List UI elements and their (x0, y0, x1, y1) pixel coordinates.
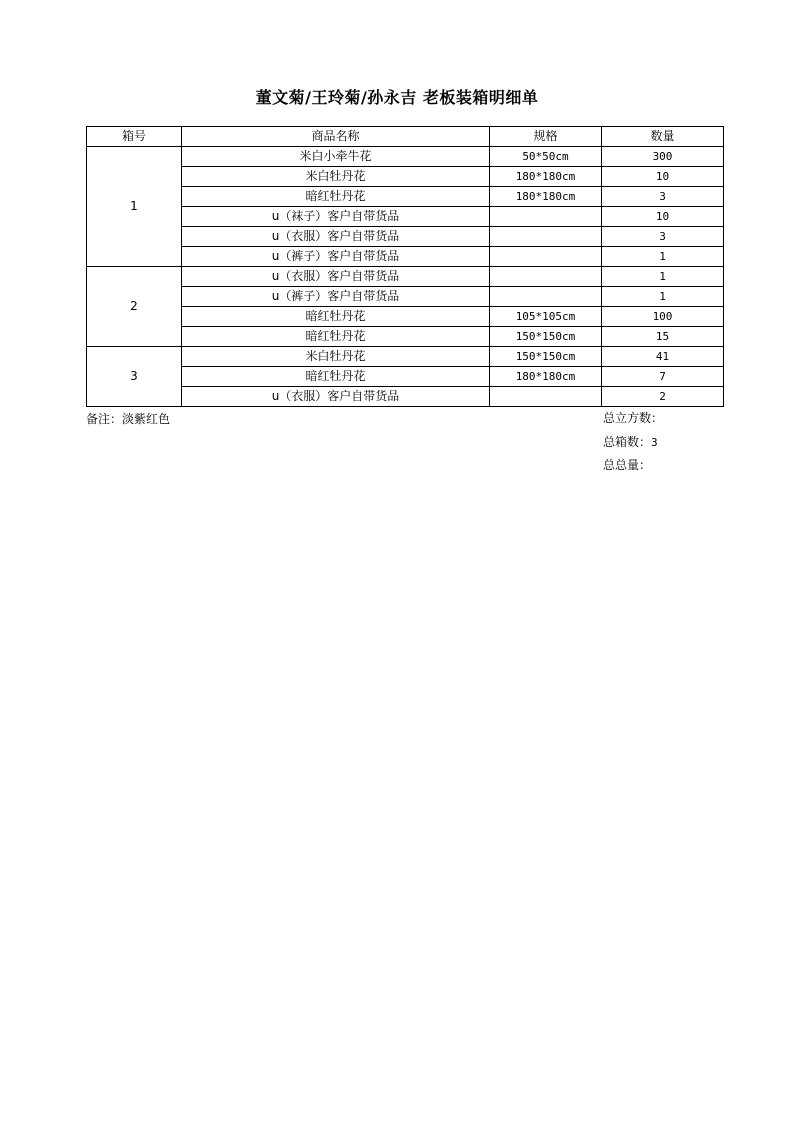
table-row (87, 207, 724, 227)
item-name-cell: u（衣服）客户自带货品 (182, 387, 490, 407)
item-qty-cell: 3 (602, 227, 724, 247)
item-spec-cell (490, 247, 602, 267)
item-spec-cell: 50*50cm (490, 147, 602, 167)
table-row (87, 367, 724, 387)
item-spec-cell: 105*105cm (490, 307, 602, 327)
item-qty-cell: 10 (602, 167, 724, 187)
item-name-cell: 暗红牡丹花 (182, 327, 490, 347)
item-name-cell: 暗红牡丹花 (182, 367, 490, 387)
table-row (87, 267, 724, 287)
box-number-cell: 3 (87, 347, 182, 407)
item-name-cell: 暗红牡丹花 (182, 187, 490, 207)
table-row (87, 167, 724, 187)
total-volume-label: 总立方数： (603, 411, 664, 425)
item-qty-cell: 7 (602, 367, 724, 387)
item-spec-cell (490, 227, 602, 247)
item-qty-cell: 3 (602, 187, 724, 207)
item-name-cell: u（衣服）客户自带货品 (182, 227, 490, 247)
column-header-spec: 规格 (490, 127, 602, 147)
item-name-cell: 米白牡丹花 (182, 167, 490, 187)
item-qty-cell: 2 (602, 387, 724, 407)
item-name-cell: u（衣服）客户自带货品 (182, 267, 490, 287)
table-row (87, 307, 724, 327)
item-qty-cell: 15 (602, 327, 724, 347)
item-spec-cell (490, 287, 602, 307)
item-spec-cell: 150*150cm (490, 327, 602, 347)
item-name-cell: u（裤子）客户自带货品 (182, 287, 490, 307)
item-spec-cell: 150*150cm (490, 347, 602, 367)
column-header-qty: 数量 (602, 127, 724, 147)
item-spec-cell (490, 387, 602, 407)
total-amount-line (603, 457, 651, 474)
total-boxes-value: 3 (651, 436, 658, 449)
item-qty-cell: 100 (602, 307, 724, 327)
item-qty-cell: 1 (602, 287, 724, 307)
total-boxes-label: 总箱数： (603, 435, 652, 449)
item-qty-cell: 41 (602, 347, 724, 367)
item-spec-cell: 180*180cm (490, 187, 602, 207)
table-row (87, 247, 724, 267)
total-boxes-line (603, 434, 658, 451)
column-header-box: 箱号 (87, 127, 182, 147)
box-number-cell: 2 (87, 267, 182, 347)
table-row (87, 187, 724, 207)
item-name-cell: 暗红牡丹花 (182, 307, 490, 327)
item-spec-cell: 180*180cm (490, 167, 602, 187)
table-row (87, 147, 724, 167)
item-name-cell: 米白牡丹花 (182, 347, 490, 367)
item-name-cell: u（袜子）客户自带货品 (182, 207, 490, 227)
table-row (87, 387, 724, 407)
table-row (87, 227, 724, 247)
item-qty-cell: 10 (602, 207, 724, 227)
table-row (87, 327, 724, 347)
table-row (87, 287, 724, 307)
item-spec-cell (490, 267, 602, 287)
item-spec-cell (490, 207, 602, 227)
table-header-row (87, 127, 724, 147)
box-number-cell: 1 (87, 147, 182, 267)
item-qty-cell: 1 (602, 267, 724, 287)
total-amount-label: 总总量： (603, 458, 652, 472)
remark-note: 备注：淡紫红色 (86, 412, 171, 426)
page-title: 董文菊/王玲菊/孙永吉 老板装箱明细单 (255, 88, 539, 107)
total-volume-line (603, 410, 663, 427)
column-header-name: 商品名称 (182, 127, 490, 147)
packing-list-table (86, 126, 724, 407)
item-qty-cell: 300 (602, 147, 724, 167)
table-row (87, 347, 724, 367)
item-name-cell: u（裤子）客户自带货品 (182, 247, 490, 267)
item-name-cell: 米白小牵牛花 (182, 147, 490, 167)
item-qty-cell: 1 (602, 247, 724, 267)
item-spec-cell: 180*180cm (490, 367, 602, 387)
